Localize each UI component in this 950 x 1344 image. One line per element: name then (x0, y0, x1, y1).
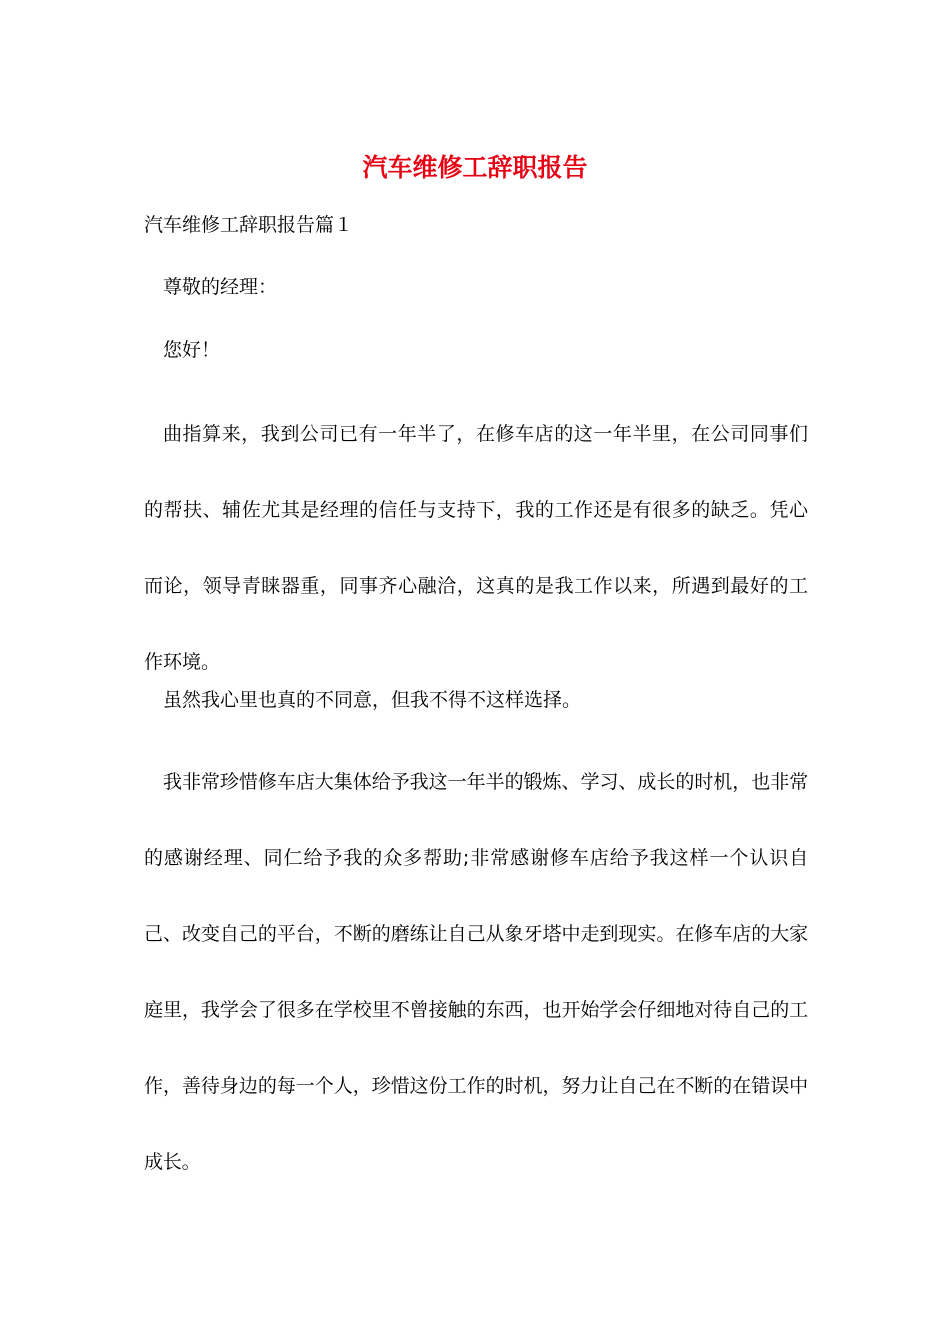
body-paragraph: 曲指算来，我到公司已有一年半了，在修车店的这一年半里，在公司同事们的帮扶、辅佐尤其是经理的信任与支持下，我的工作还是有很多的缺乏。凭心而论，领导青睐器重，同事齐心融洽，这真的是我工作以来，所遇到最好的工作环境。 (144, 423, 808, 673)
body-paragraph: 虽然我心里也真的不同意，但我不得不这样选择。 (163, 689, 582, 711)
body-paragraph: 我非常珍惜修车店大集体给予我这一年半的锻炼、学习、成长的时机，也非常的感谢经理、同仁给予我的众多帮助;非常感谢修车店给予我这样一个认识自己、改变自己的平台，不断的磨练让自己从象牙塔中走到现实。在修车店的大家庭里，我学会了很多在学校里不曾接触的东西，也开始学会仔细地对待自己的工作，善待身边的每一个人，珍惜这份工作的时机，努力让自己在不断的在错误中成长。 (144, 771, 808, 1173)
greeting: 您好！ (163, 339, 221, 361)
document-subtitle: 汽车维修工辞职报告篇１ (144, 214, 354, 236)
salutation: 尊敬的经理： (163, 276, 278, 298)
document-title: 汽车维修工辞职报告 (362, 153, 588, 182)
